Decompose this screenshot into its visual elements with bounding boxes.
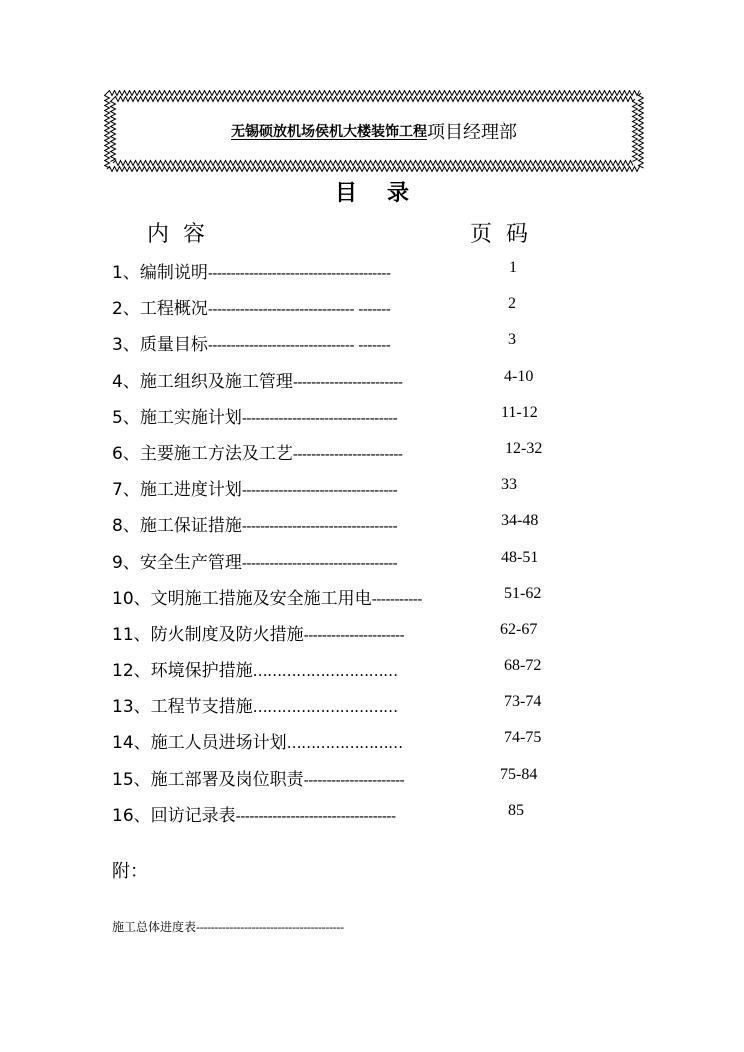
toc-leader: ………………………… xyxy=(252,662,398,681)
header-title xyxy=(104,90,644,172)
toc-entry xyxy=(112,722,572,758)
toc-entry-page: 11-12 xyxy=(501,403,538,421)
toc-leader: ------------------------ xyxy=(292,444,403,463)
toc-entry-page: 4-10 xyxy=(504,367,534,385)
toc-entry xyxy=(112,433,572,469)
toc-leader: ----------------------------------- xyxy=(235,806,396,825)
toc-entry-label: 6、主要施工方法及工艺 xyxy=(112,443,293,464)
toc-entry xyxy=(112,469,572,505)
toc-entry-label: 10、文明施工措施及安全施工用电 xyxy=(112,588,372,609)
column-header-page: 页码 xyxy=(470,222,543,247)
toc-entry-page: 48-51 xyxy=(501,548,539,566)
toc-entry-label: 14、施工人员进场计划 xyxy=(112,733,287,754)
toc-entry-page: 12-32 xyxy=(505,439,543,457)
header-frame xyxy=(104,90,644,172)
toc-entry xyxy=(112,252,572,288)
toc-entry-page: 33 xyxy=(501,476,517,494)
toc-leader: ---------------------- xyxy=(303,770,405,789)
toc-leader: ---------------------------------- xyxy=(241,517,398,536)
toc-entry xyxy=(112,686,572,722)
toc-entry-page: 75-84 xyxy=(500,765,538,783)
toc-entry-label: 2、工程概况 xyxy=(112,299,208,320)
toc-entry xyxy=(112,397,572,433)
toc-entry xyxy=(112,614,572,650)
toc-entry xyxy=(112,505,572,541)
appendix-item xyxy=(112,918,344,935)
toc-leader: -------------------------------- ------- xyxy=(207,336,391,355)
appendix-item-label: 施工总体进度表 xyxy=(112,920,197,934)
toc-leader: ---------------------------------- xyxy=(241,408,398,427)
toc-entry-page: 68-72 xyxy=(504,657,542,675)
appendix-label: 附： xyxy=(112,861,148,882)
toc-entry-page: 2 xyxy=(508,295,516,313)
toc-leader: ------------------------ xyxy=(292,372,403,391)
toc-entry-label: 15、施工部署及岗位职责 xyxy=(112,769,304,790)
toc-entry-page: 62-67 xyxy=(500,620,538,638)
toc-entry-label: 8、施工保证措施 xyxy=(112,516,242,537)
toc-list xyxy=(112,252,572,831)
toc-leader: ………………………… xyxy=(252,698,398,717)
toc-entry-page: 74-75 xyxy=(504,729,542,747)
toc-entry-label: 7、施工进度计划 xyxy=(112,480,242,501)
toc-entry-page: 3 xyxy=(508,331,516,349)
toc-entry-label: 11、防火制度及防火措施 xyxy=(112,624,304,645)
toc-entry-label: 4、施工组织及施工管理 xyxy=(112,371,293,392)
toc-title: 目录 xyxy=(334,181,439,206)
toc-entry-page: 73-74 xyxy=(504,693,542,711)
header-company: 无锡硕放机场侯机大楼装饰工程 xyxy=(231,124,427,140)
toc-entry-label: 12、环境保护措施 xyxy=(112,661,253,682)
toc-entry-label: 3、质量目标 xyxy=(112,335,208,356)
toc-entry-page: 51-62 xyxy=(504,584,542,602)
toc-entry xyxy=(112,361,572,397)
toc-entry-page: 85 xyxy=(508,801,524,819)
toc-entry xyxy=(112,650,572,686)
toc-entry-label: 5、施工实施计划 xyxy=(112,407,242,428)
toc-entry xyxy=(112,288,572,324)
toc-entry xyxy=(112,795,572,831)
toc-entry-page: 34-48 xyxy=(501,512,539,530)
toc-entry xyxy=(112,578,572,614)
toc-leader: ---------------------------------- xyxy=(241,553,398,572)
toc-entry-label: 1、编制说明 xyxy=(112,263,208,283)
toc-entry-label: 16、回访记录表 xyxy=(112,805,236,826)
toc-entry-page: 1 xyxy=(509,259,517,276)
toc-entry xyxy=(112,759,572,795)
header-department: 项目经理部 xyxy=(427,122,517,143)
toc-leader: ---------------------- xyxy=(303,625,405,644)
toc-entry xyxy=(112,324,572,360)
toc-entry xyxy=(112,542,572,578)
toc-leader: …………………… xyxy=(286,734,403,753)
toc-entry-label: 13、工程节支措施 xyxy=(112,697,253,718)
toc-leader: ----------- xyxy=(371,589,422,608)
toc-leader: ---------------------------------------- xyxy=(207,264,391,282)
toc-entry-label: 9、安全生产管理 xyxy=(112,552,242,573)
column-header-content: 内容 xyxy=(147,222,220,247)
toc-leader: -------------------------------- ------- xyxy=(207,300,391,319)
appendix-item-leader: ---------------------------------------- xyxy=(196,920,344,934)
toc-leader: ---------------------------------- xyxy=(241,481,398,500)
